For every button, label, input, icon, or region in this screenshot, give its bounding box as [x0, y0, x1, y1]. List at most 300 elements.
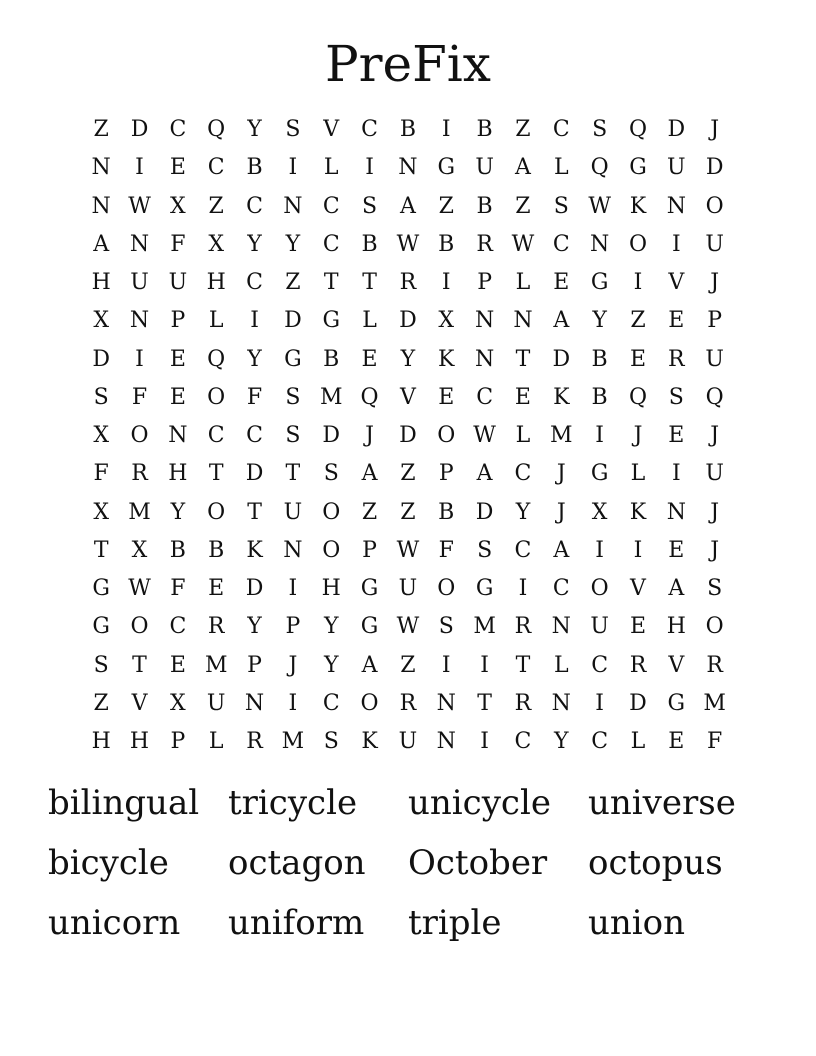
- grid-letter: X: [591, 499, 608, 525]
- grid-letter: P: [362, 537, 377, 563]
- grid-letter: C: [246, 193, 263, 219]
- grid-letter: C: [169, 614, 187, 640]
- grid-letter: R: [706, 652, 723, 678]
- grid-row: [82, 379, 734, 417]
- grid-letter: S: [323, 461, 339, 487]
- grid-letter: E: [553, 270, 570, 296]
- word-bank-item: union: [588, 903, 686, 943]
- grid-letter: R: [246, 729, 263, 755]
- grid-letter: T: [285, 461, 301, 487]
- grid-letter: E: [668, 729, 685, 755]
- grid-letter: I: [365, 155, 374, 181]
- grid-letter: H: [91, 729, 111, 755]
- grid-letter: O: [590, 576, 609, 602]
- grid-letter: C: [552, 117, 570, 143]
- grid-letter: X: [93, 499, 109, 525]
- word-bank-item: tricycle: [228, 783, 358, 823]
- grid-letter: V: [668, 270, 685, 296]
- grid-letter: O: [130, 423, 149, 449]
- grid-letter: G: [475, 576, 494, 602]
- grid-letter: P: [438, 461, 454, 487]
- grid-letter: D: [245, 461, 264, 487]
- grid-letter: E: [169, 652, 186, 678]
- grid-row: [82, 149, 734, 187]
- grid-letter: R: [131, 461, 148, 487]
- grid-letter: Z: [515, 117, 531, 143]
- grid-letter: W: [396, 231, 420, 257]
- grid-letter: T: [208, 461, 224, 487]
- grid-letter: B: [169, 537, 186, 563]
- grid-letter: J: [710, 423, 720, 449]
- grid-letter: Q: [628, 117, 647, 143]
- grid-letter: U: [705, 231, 724, 257]
- grid-letter: N: [283, 537, 303, 563]
- grid-letter: O: [360, 690, 379, 716]
- grid-letter: H: [666, 614, 686, 640]
- word-bank-item: bilingual: [48, 783, 200, 823]
- grid-letter: A: [399, 193, 416, 219]
- grid-letter: K: [246, 537, 263, 563]
- grid-letter: R: [399, 690, 417, 716]
- grid-letter: A: [553, 308, 570, 334]
- grid-letter: U: [168, 270, 188, 296]
- grid-letter: X: [93, 423, 109, 449]
- grid-letter: P: [170, 729, 186, 755]
- grid-row: [82, 341, 734, 379]
- grid-letter: E: [361, 346, 378, 372]
- grid-letter: K: [361, 729, 378, 755]
- grid-letter: W: [396, 614, 420, 640]
- grid-letter: J: [556, 499, 566, 525]
- grid-letter: Q: [207, 117, 226, 143]
- grid-letter: X: [170, 690, 186, 716]
- grid-letter: K: [629, 499, 647, 525]
- grid-letter: V: [399, 384, 416, 410]
- grid-letter: Z: [400, 461, 416, 487]
- grid-letter: C: [322, 193, 340, 219]
- grid-letter: O: [130, 614, 149, 640]
- grid-letter: G: [92, 614, 110, 640]
- grid-letter: T: [247, 499, 262, 525]
- word-bank-item: unicycle: [408, 783, 551, 823]
- grid-letter: G: [437, 155, 456, 181]
- grid-letter: B: [399, 117, 416, 143]
- grid-letter: S: [477, 537, 493, 563]
- grid-letter: M: [550, 423, 573, 449]
- grid-letter: U: [667, 155, 686, 181]
- grid-letter: B: [361, 231, 378, 257]
- grid-letter: S: [93, 384, 109, 410]
- grid-letter: N: [474, 308, 495, 334]
- grid-letter: T: [132, 652, 147, 678]
- grid-letter: U: [130, 270, 149, 296]
- grid-row: [82, 647, 734, 685]
- grid-letter: G: [284, 346, 302, 372]
- word-bank-item: unicorn: [48, 903, 181, 943]
- grid-letter: C: [322, 231, 340, 257]
- grid-letter: X: [438, 308, 455, 334]
- grid-letter: R: [629, 652, 647, 678]
- grid-letter: J: [710, 117, 720, 143]
- grid-letter: B: [476, 117, 493, 143]
- grid-letter: O: [437, 576, 456, 602]
- grid-letter: P: [285, 614, 301, 640]
- grid-letter: O: [207, 499, 226, 525]
- grid-letter: N: [551, 690, 571, 716]
- grid-letter: P: [247, 652, 262, 678]
- grid-row: [82, 226, 734, 264]
- grid-letter: Z: [630, 308, 646, 334]
- grid-letter: M: [128, 499, 151, 525]
- grid-letter: Y: [247, 346, 262, 372]
- grid-letter: I: [250, 308, 259, 334]
- grid-letter: I: [595, 537, 604, 563]
- grid-letter: O: [322, 499, 341, 525]
- grid-letter: F: [438, 537, 454, 563]
- grid-letter: I: [441, 270, 451, 296]
- grid-letter: C: [514, 537, 532, 563]
- grid-letter: C: [552, 576, 570, 602]
- grid-letter: O: [705, 614, 724, 640]
- grid-letter: G: [360, 614, 379, 640]
- grid-letter: C: [207, 155, 225, 181]
- grid-letter: N: [474, 346, 495, 372]
- grid-letter: Q: [705, 384, 724, 410]
- grid-letter: L: [630, 461, 646, 487]
- grid-letter: J: [710, 499, 720, 525]
- grid-letter: U: [590, 614, 609, 640]
- grid-row: [82, 685, 734, 723]
- grid-letter: D: [705, 155, 724, 181]
- grid-letter: I: [441, 652, 451, 678]
- grid-letter: N: [436, 690, 456, 716]
- grid-letter: E: [668, 537, 685, 563]
- grid-letter: K: [553, 384, 570, 410]
- word-bank-item: octopus: [588, 843, 723, 883]
- grid-letter: K: [629, 193, 647, 219]
- grid-letter: U: [283, 499, 303, 525]
- grid-letter: I: [671, 231, 681, 257]
- grid-letter: R: [514, 614, 532, 640]
- grid-letter: N: [129, 308, 150, 334]
- grid-letter: B: [438, 231, 455, 257]
- grid-letter: O: [207, 384, 226, 410]
- grid-letter: C: [476, 384, 494, 410]
- grid-letter: U: [398, 576, 418, 602]
- grid-letter: X: [208, 231, 225, 257]
- grid-letter: E: [438, 384, 455, 410]
- grid-letter: Z: [208, 193, 224, 219]
- grid-letter: S: [285, 423, 301, 449]
- grid-letter: D: [245, 576, 264, 602]
- grid-letter: D: [92, 346, 110, 372]
- grid-letter: L: [208, 729, 224, 755]
- grid-letter: N: [436, 729, 456, 755]
- grid-letter: F: [707, 729, 723, 755]
- grid-letter: H: [206, 270, 226, 296]
- grid-row: [82, 532, 734, 570]
- word-bank: [48, 775, 768, 955]
- grid-letter: S: [592, 117, 608, 143]
- grid-letter: A: [553, 537, 570, 563]
- grid-letter: Y: [247, 231, 262, 257]
- grid-letter: Y: [323, 652, 339, 678]
- grid-letter: N: [91, 193, 111, 219]
- word-bank-item: octagon: [228, 843, 366, 883]
- grid-letter: A: [93, 231, 110, 257]
- grid-letter: B: [438, 499, 455, 525]
- grid-letter: Z: [361, 499, 378, 525]
- grid-letter: A: [361, 461, 378, 487]
- grid-letter: Y: [400, 346, 416, 372]
- grid-letter: E: [629, 346, 647, 372]
- grid-letter: A: [361, 652, 378, 678]
- grid-letter: Y: [285, 231, 301, 257]
- grid-letter: A: [476, 461, 493, 487]
- grid-letter: F: [93, 461, 109, 487]
- grid-letter: T: [362, 270, 377, 296]
- grid-letter: C: [591, 652, 609, 678]
- grid-letter: H: [129, 729, 150, 755]
- grid-letter: J: [365, 423, 374, 449]
- grid-letter: C: [246, 423, 263, 449]
- grid-letter: E: [169, 346, 186, 372]
- word-bank-item: universe: [588, 783, 736, 823]
- grid-letter: I: [633, 270, 643, 296]
- grid-letter: I: [671, 461, 681, 487]
- grid-letter: I: [480, 652, 489, 678]
- grid-letter: O: [437, 423, 456, 449]
- grid-letter: B: [591, 384, 608, 410]
- word-bank-item: October: [408, 843, 548, 883]
- grid-letter: E: [514, 384, 531, 410]
- grid-letter: C: [591, 729, 609, 755]
- grid-letter: L: [515, 270, 531, 296]
- grid-letter: K: [438, 346, 455, 372]
- grid-letter: I: [288, 576, 298, 602]
- grid-letter: I: [288, 155, 298, 181]
- grid-letter: I: [633, 537, 643, 563]
- grid-letter: C: [207, 423, 225, 449]
- grid-letter: G: [590, 461, 609, 487]
- page-title: PreFix: [324, 35, 491, 93]
- grid-letter: G: [590, 270, 609, 296]
- grid-letter: N: [283, 193, 303, 219]
- grid-row: [82, 570, 734, 608]
- grid-letter: U: [705, 346, 724, 372]
- grid-letter: E: [668, 308, 685, 334]
- grid-letter: G: [667, 690, 686, 716]
- grid-letter: F: [170, 576, 186, 602]
- grid-letter: Z: [400, 652, 416, 678]
- grid-letter: C: [514, 461, 532, 487]
- grid-letter: Z: [438, 193, 454, 219]
- grid-letter: T: [477, 690, 492, 716]
- grid-letter: N: [551, 614, 571, 640]
- grid-letter: W: [128, 576, 151, 602]
- grid-letter: Y: [323, 614, 339, 640]
- grid-letter: B: [208, 537, 225, 563]
- grid-letter: L: [553, 155, 569, 181]
- grid-letter: W: [396, 537, 420, 563]
- grid-letter: X: [131, 537, 148, 563]
- grid-letter: L: [208, 308, 224, 334]
- grid-row: [82, 608, 734, 646]
- grid-letter: Y: [170, 499, 186, 525]
- grid-letter: Q: [628, 384, 647, 410]
- grid-letter: J: [710, 270, 720, 296]
- grid-letter: W: [511, 231, 535, 257]
- grid-letter: W: [473, 423, 496, 449]
- grid-letter: N: [398, 155, 418, 181]
- grid-letter: N: [513, 308, 533, 334]
- grid-letter: W: [588, 193, 611, 219]
- grid-letter: I: [135, 346, 144, 372]
- grid-letter: S: [323, 729, 339, 755]
- grid-letter: L: [323, 155, 339, 181]
- grid-letter: M: [703, 690, 726, 716]
- grid-letter: Y: [554, 729, 569, 755]
- grid-row: [82, 455, 734, 493]
- grid-letter: C: [361, 117, 378, 143]
- grid-letter: E: [668, 423, 685, 449]
- grid-letter: J: [710, 537, 720, 563]
- grid-letter: N: [666, 499, 686, 525]
- grid-row: [82, 417, 734, 455]
- grid-letter: M: [319, 384, 343, 410]
- grid-letter: F: [170, 231, 186, 257]
- grid-letter: G: [92, 576, 110, 602]
- grid-letter: R: [476, 231, 493, 257]
- grid-letter: B: [591, 346, 608, 372]
- grid-letter: Q: [360, 384, 379, 410]
- grid-letter: D: [629, 690, 647, 716]
- grid-letter: E: [169, 155, 186, 181]
- grid-letter: Z: [93, 690, 109, 716]
- grid-letter: Q: [207, 346, 226, 372]
- grid-letter: U: [705, 461, 724, 487]
- grid-letter: Z: [285, 270, 301, 296]
- grid-letter: F: [246, 384, 263, 410]
- grid-letter: I: [595, 423, 604, 449]
- grid-letter: J: [556, 461, 566, 487]
- grid-letter: B: [476, 193, 493, 219]
- grid-letter: L: [630, 729, 646, 755]
- grid-letter: J: [288, 652, 298, 678]
- grid-letter: I: [595, 690, 604, 716]
- grid-letter: I: [480, 729, 489, 755]
- grid-letter: P: [707, 308, 723, 334]
- grid-letter: X: [93, 308, 109, 334]
- grid-letter: B: [323, 346, 340, 372]
- grid-letter: Y: [247, 614, 262, 640]
- grid-letter: Z: [400, 499, 416, 525]
- grid-letter: T: [515, 652, 531, 678]
- grid-letter: Y: [515, 499, 531, 525]
- grid-letter: S: [362, 193, 378, 219]
- grid-row: [82, 264, 734, 302]
- grid-letter: S: [668, 384, 684, 410]
- grid-letter: M: [473, 614, 496, 640]
- grid-letter: R: [207, 614, 225, 640]
- grid-letter: R: [514, 690, 532, 716]
- grid-letter: G: [360, 576, 379, 602]
- grid-row: [82, 188, 734, 226]
- grid-letter: Z: [93, 117, 109, 143]
- grid-letter: N: [91, 155, 111, 181]
- grid-letter: H: [321, 576, 341, 602]
- grid-row: [82, 494, 734, 532]
- grid-letter: M: [204, 652, 228, 678]
- grid-letter: D: [322, 423, 341, 449]
- grid-letter: Q: [590, 155, 609, 181]
- grid-letter: I: [135, 155, 144, 181]
- grid-letter: M: [281, 729, 305, 755]
- grid-letter: O: [322, 537, 341, 563]
- grid-letter: Y: [247, 117, 262, 143]
- grid-letter: D: [284, 308, 302, 334]
- grid-letter: R: [399, 270, 417, 296]
- grid-letter: T: [93, 537, 109, 563]
- grid-letter: S: [93, 652, 109, 678]
- grid-letter: C: [246, 270, 263, 296]
- grid-row: [82, 111, 734, 149]
- grid-letter: P: [170, 308, 186, 334]
- grid-row: [82, 302, 734, 340]
- grid-letter: B: [246, 155, 263, 181]
- grid-letter: J: [633, 423, 643, 449]
- grid-letter: H: [91, 270, 111, 296]
- grid-letter: E: [629, 614, 647, 640]
- grid-letter: C: [322, 690, 340, 716]
- grid-letter: N: [590, 231, 610, 257]
- grid-letter: D: [475, 499, 494, 525]
- grid-letter: D: [130, 117, 149, 143]
- grid-letter: N: [129, 231, 150, 257]
- grid-letter: P: [477, 270, 493, 296]
- grid-letter: S: [707, 576, 723, 602]
- grid-letter: R: [668, 346, 685, 372]
- grid-letter: F: [131, 384, 148, 410]
- grid-letter: I: [441, 117, 451, 143]
- grid-letter: D: [399, 308, 417, 334]
- grid-letter: O: [705, 193, 724, 219]
- grid-letter: A: [515, 155, 531, 181]
- grid-letter: S: [553, 193, 569, 219]
- grid-letter: I: [288, 690, 298, 716]
- grid-letter: D: [399, 423, 417, 449]
- grid-letter: L: [515, 423, 531, 449]
- grid-letter: S: [285, 117, 301, 143]
- grid-letter: G: [322, 308, 341, 334]
- grid-letter: N: [244, 690, 265, 716]
- grid-letter: C: [514, 729, 532, 755]
- grid-row: [82, 723, 734, 761]
- grid-letter: L: [362, 308, 377, 334]
- grid-letter: C: [552, 231, 570, 257]
- grid-letter: D: [667, 117, 686, 143]
- grid-letter: L: [553, 652, 569, 678]
- grid-letter: N: [168, 423, 188, 449]
- word-bank-item: triple: [408, 903, 502, 943]
- grid-letter: C: [169, 117, 187, 143]
- grid-letter: A: [668, 576, 685, 602]
- grid-letter: H: [168, 461, 188, 487]
- grid-letter: E: [169, 384, 186, 410]
- grid-letter: V: [323, 117, 340, 143]
- grid-letter: I: [518, 576, 528, 602]
- grid-letter: N: [666, 193, 686, 219]
